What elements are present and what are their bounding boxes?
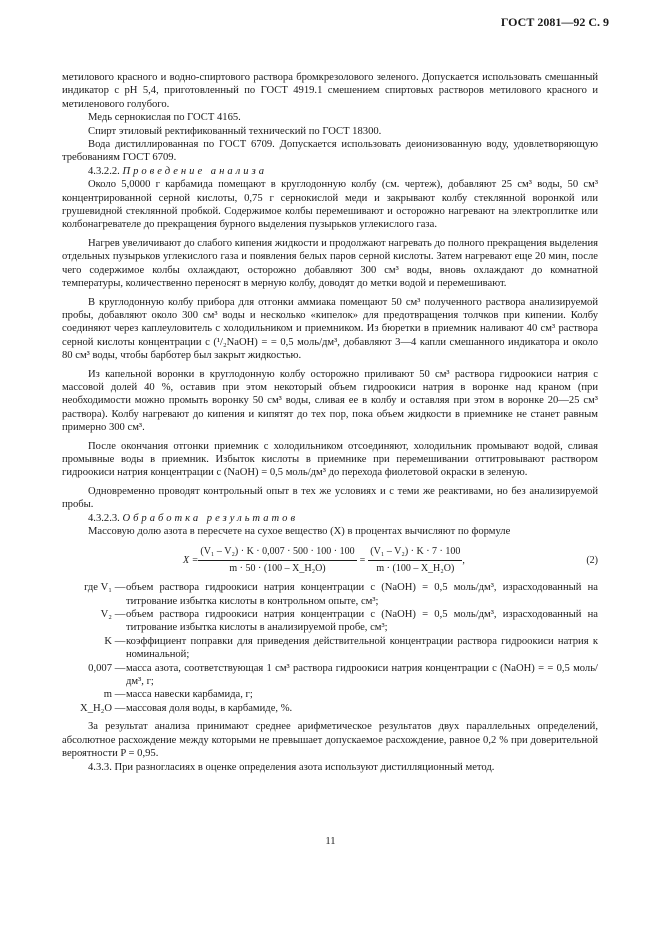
formula-numerator: (V₁ – V₂) · K · 0,007 · 500 · 100 · 100	[198, 545, 356, 560]
definition-dash: —	[114, 582, 126, 594]
paragraph: Из капельной воронки в круглодонную колбу осторожно приливают 50 см³ раствора гидроокиси натрия с массовой долей 40 %, оставив при этом некоторый объем гидроокиси натрия в воронке над краном (при необходимости можно промыть воронку 50 см³ воды, сливая ее в колбу и оставляя при этом в воронке 20—25 см³ раствора). Колбу нагревают до кипения и кипятят до тех пор, пока объем жидкости в приемнике не станет равным примерно 300 см³.	[62, 368, 598, 434]
formula-numerator: (V₁ – V₂) · K · 7 · 100	[368, 545, 462, 560]
formula-equals: =	[359, 554, 366, 566]
paragraph: метилового красного и водно-спиртового раствора бромкрезолового зеленого. Допускается использовать смешанный индикатор с pH 5,4, приготовленный по ГОСТ 4919.1 смешением спиртовых растворов метилового красного и метиленового голубого.	[62, 72, 598, 110]
page-number: 11	[325, 836, 336, 847]
definition-text: объем раствора гидроокиси натрия концентрации c (NaOH) = 0,5 моль/дм³, израсходованный на титрование избытка кислоты в контрольном опыте, см³;	[126, 582, 598, 607]
definitions-list	[62, 581, 598, 715]
formula-denominator: m · (100 – X_H₂O)	[376, 562, 455, 574]
definition-dash: —	[114, 662, 126, 674]
formula-lhs: X =	[183, 554, 199, 566]
definition-text: масса навески карбамида, г;	[126, 689, 253, 701]
section-number: 4.3.2.3.	[88, 512, 120, 524]
formula-tail: ,	[462, 554, 465, 566]
definition-symbol: m	[103, 689, 112, 701]
definition-symbol: K	[104, 635, 112, 647]
definitions-lead: где	[84, 582, 98, 594]
paragraph: Нагрев увеличивают до слабого кипения жидкости и продолжают нагревать до полного прекращения выделения отдельных пузырьков углекислого газа и появления белых паров серной кислоты. Затем нагревают еще 20 мин, после чего содержимое колбы охлаждают, осторожно добавляют 300 см³ воды, вновь охлаждают до комнатной температуры, количественно переносят в мерную колбу, доводят до метки водой и перемешивают.	[62, 237, 598, 290]
paragraph: В круглодонную колбу прибора для отгонки аммиака помещают 50 см³ полученного раствора анализируемой пробы, добавляют около 300 см³ воды и несколько «кипелок» для предотвращения толчков при кипении. Колбу соединяют через каплеуловитель с холодильником и приемником. Из бюретки в приемник наливают 40 см³ раствора серной кислоты концентрации c (¹/₂NaOH) = = 0,5 моль/дм³, добавляют 3—4 капли смешанного индикатора и около 80 см³ воды, чтобы барботер был закрыт жидкостью.	[62, 296, 598, 362]
formula	[62, 545, 598, 575]
page-header: ГОСТ 2081—92 С. 9	[500, 15, 609, 29]
paragraph: Медь сернокислая по ГОСТ 4165.	[88, 112, 241, 124]
formula-fraction-2	[368, 545, 462, 575]
paragraph: После окончания отгонки приемник с холодильником отсоединяют, холодильник промывают водой, сливая промывные воды в приемник. Избыток кислоты в приемнике при перемешивании оттитровывают раствором гидроокиси натрия концентрации c (NaOH) = 0,5 моль/дм³ до перехода фиолетовой окраски в зеленую.	[62, 440, 598, 479]
document-body	[62, 71, 598, 774]
formula-number: (2)	[586, 554, 598, 566]
paragraph: Вода дистиллированная по ГОСТ 6709. Допускается использовать деионизованную воду, удовлетворяющую требованиям ГОСТ 6709.	[62, 139, 598, 164]
definition-dash: —	[114, 689, 126, 701]
definition-dash: —	[114, 609, 126, 621]
definition-text: массовая доля воды, в карбамиде, %.	[126, 702, 293, 714]
section-title: Обработка результатов	[122, 512, 299, 524]
section-heading	[62, 165, 598, 178]
section-title: Проведение анализа	[122, 165, 268, 177]
definition-text: объем раствора гидроокиси натрия концентрации c (NaOH) = 0,5 моль/дм³, израсходованный на титрование избытка кислоты в анализируемой пробе, см³;	[126, 609, 598, 634]
paragraph: Массовую долю азота в пересчете на сухое вещество (X) в процентах вычисляют по формуле	[88, 526, 511, 537]
definition-text: коэффициент поправки для приведения действительной концентрации раствора гидроокиси натрия к номинальной;	[126, 635, 598, 661]
section-heading	[62, 512, 598, 525]
paragraph: За результат анализа принимают среднее арифметическое результатов двух параллельных определений, абсолютное расхождение между которыми не превышает допускаемое расхождение, равное 0,2 % при доверительной вероятности P = 0,95.	[62, 721, 598, 760]
formula-denominator: m · 50 · (100 – X_H₂O)	[229, 562, 326, 574]
definition-symbol: X_H₂O	[80, 702, 112, 714]
definition-symbol: где V₁	[84, 582, 112, 594]
paragraph: Около 5,0000 г карбамида помещают в круглодонную колбу (см. чертеж), добавляют 25 см³ воды, 50 см³ концентрированной серной кислоты, 0,75 г сернокислой меди и закрывают колбу стеклянной воронкой или грушевидной стеклянной пробкой. Содержимое колбы перемешивают и осторожно нагревают на электроплитке или колбонагревателе до прекращения бурного выделения пузырьков углекислого газа.	[62, 179, 598, 231]
definition-symbol: V₂	[100, 609, 112, 621]
definition-dash: —	[114, 635, 126, 647]
definition-symbol: 0,007	[88, 662, 112, 674]
section-number: 4.3.2.2.	[88, 165, 120, 177]
formula-fraction-1	[198, 545, 356, 575]
paragraph: Спирт этиловый ректификованный технический по ГОСТ 18300.	[88, 125, 382, 137]
paragraph: Одновременно проводят контрольный опыт в тех же условиях и с теми же реактивами, но без анализируемой пробы.	[62, 485, 598, 511]
paragraph: 4.3.3. При разногласиях в оценке определения азота используют дистилляционный метод.	[88, 761, 495, 773]
definition-dash: —	[114, 702, 126, 714]
definition-text: масса азота, соответствующая 1 см³ раствора гидроокиси натрия концентрации c (NaOH) = = 0,5 моль/дм³, г;	[126, 662, 598, 688]
